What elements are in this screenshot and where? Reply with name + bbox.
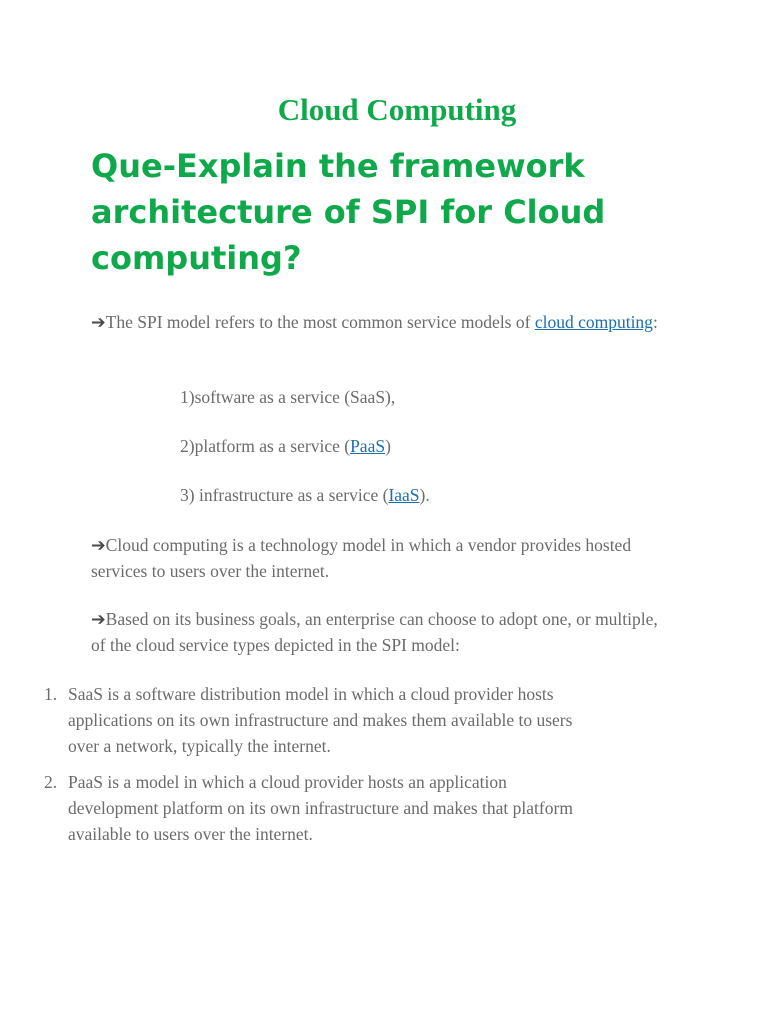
document-title: Cloud Computing: [277, 92, 517, 127]
service-item-paas: [180, 433, 391, 459]
business-goals-paragraph: [91, 606, 671, 658]
iaas-link[interactable]: IaaS: [388, 485, 420, 505]
service-saas-text: 1)software as a service (SaaS),: [180, 387, 396, 407]
service-iaas-suffix: ).: [419, 485, 430, 505]
list-item-text: PaaS is a model in which a cloud provider hosts an application development platform on its own infrastructure and makes that platform available to users over the internet.: [68, 772, 573, 844]
intro-text: The SPI model refers to the most common service models of: [105, 312, 535, 332]
intro-paragraph: [91, 309, 671, 335]
arrow-icon: ➔: [91, 535, 106, 555]
business-goals-text: Based on its business goals, an enterprise can choose to adopt one, or multiple, of the cloud service types depicted in the SPI model:: [91, 609, 658, 655]
cloud-definition-paragraph: [91, 532, 671, 584]
service-paas-suffix: ): [385, 436, 391, 456]
paas-link[interactable]: PaaS: [350, 436, 386, 456]
service-iaas-text: 3) infrastructure as a service (: [180, 485, 389, 505]
arrow-icon: ➔: [91, 312, 106, 332]
service-item-iaas: [180, 482, 430, 508]
service-item-saas: [180, 384, 395, 410]
arrow-icon: ➔: [91, 609, 106, 629]
cloud-definition-text: Cloud computing is a technology model in which a vendor provides hosted services to users over the internet.: [91, 535, 632, 581]
list-number: 2.: [44, 772, 58, 792]
list-item-text: SaaS is a software distribution model in which a cloud provider hosts applications on its own infrastructure and makes them available to users over a network, typically the internet.: [68, 684, 573, 756]
cloud-computing-link[interactable]: cloud computing: [534, 312, 653, 332]
intro-suffix: :: [652, 312, 658, 332]
question-heading: Que-Explain the framework architecture of SPI for Cloud computing?: [91, 147, 606, 277]
service-paas-text: 2)platform as a service (: [180, 436, 351, 456]
list-number: 1.: [44, 684, 58, 704]
